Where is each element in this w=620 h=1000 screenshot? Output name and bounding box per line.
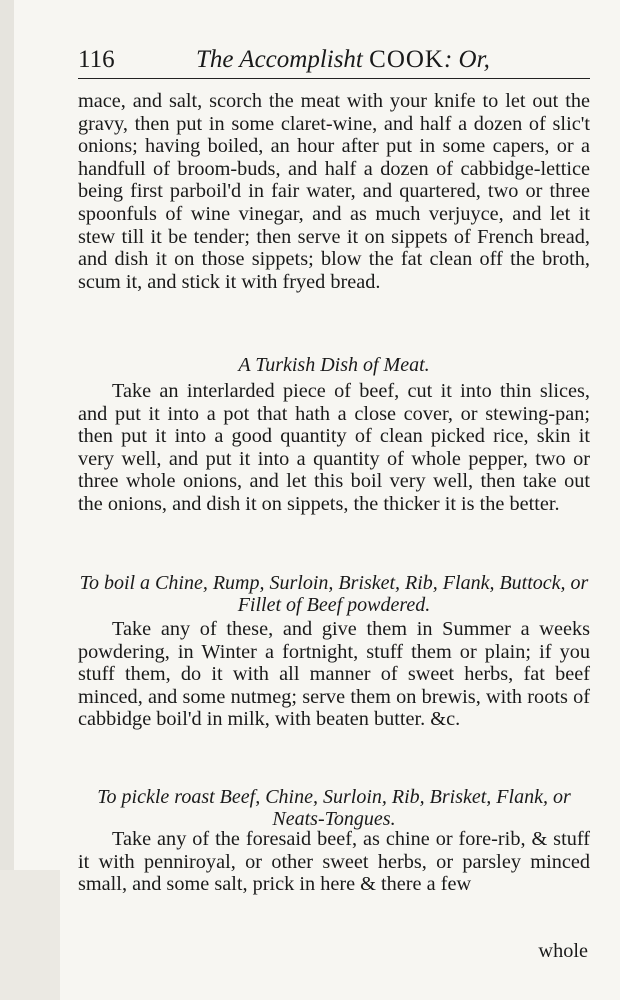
running-header (78, 42, 590, 79)
title-caps: COOK (369, 46, 444, 73)
paper-stain-left (0, 0, 80, 1000)
title-suffix: : Or, (443, 46, 490, 73)
paragraph-pickle-beef: Take any of the foresaid beef, as chine or fore-rib, & stuff it with penniroyal, or other sweet herbs, or parsley minced small, and some salt, prick in here & there a few (78, 828, 590, 896)
heading-turkish-dish: A Turkish Dish of Meat. (238, 354, 430, 376)
heading-pickle-beef: To pickle roast Beef, Chine, Surloin, Rib, Brisket, Flank, or Neats-Tongues. (97, 786, 571, 830)
catchword: whole (538, 940, 588, 962)
paragraph-boil-chine: Take any of these, and give them in Summer a weeks powdering, in Winter a fortnight, stuff them or plain; if you stuff them, do it with all manner of sweet herbs, fat beef minced, and some nutmeg; serve them on brewis, with roots of cabbidge boil'd in milk, with beaten butter. &c. (78, 618, 590, 731)
paragraph-continued: mace, and salt, scorch the meat with your knife to let out the gravy, then put in some claret-wine, and half a dozen of slic't onions; having boiled, an hour after put in some capers, or a handfull of broom-buds, and half a dozen of cabbidge-lettice being first parboil'd in fair water, and quartered, two or three spoonfuls of wine vinegar, and as much verjuyce, and let it stew till it be tender; then serve it on sippets of French bread, and dish it on those sippets; blow the fat clean off the broth, scum it, and stick it with fryed bread. (78, 90, 590, 293)
heading-boil-chine: To boil a Chine, Rump, Surloin, Brisket, Rib, Flank, Buttock, or Fillet of Beef powdered. (79, 572, 589, 616)
running-title (196, 46, 490, 74)
page-number: 116 (78, 46, 115, 73)
title-prefix: The Accomplisht (196, 46, 363, 73)
paragraph-turkish-dish: Take an interlarded piece of beef, cut it into thin slices, and put it into a pot that hath a close cover, or stewing-pan; then put it into a good quantity of clean picked rice, skin it very well, and put it into a quantity of whole pepper, two or three whole onions, and let this boil very well, then take out the onions, and dish it on sippets, the thicker it is the better. (78, 380, 590, 515)
